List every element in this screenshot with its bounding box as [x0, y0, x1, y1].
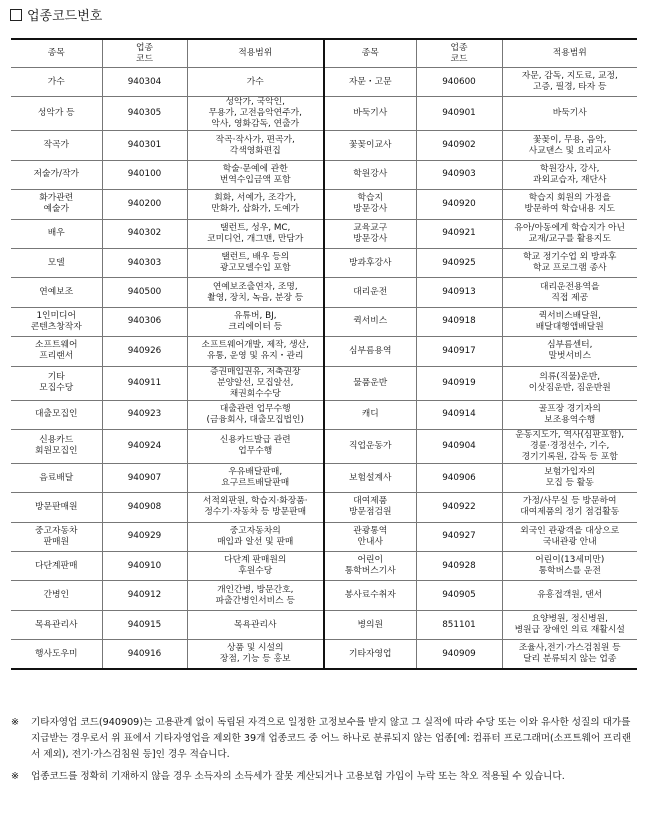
table-row [11, 366, 637, 400]
item-name-cell: 배우 [11, 219, 102, 248]
scope-cell: 꽃꽂이, 무용, 음악, 사교댄스 및 요리교사 [502, 131, 637, 160]
table-row [11, 429, 637, 463]
table-row [11, 552, 637, 581]
scope-cell: 어린이(13세미만) 통학버스를 운전 [502, 552, 637, 581]
industry-code-cell: 940917 [416, 337, 502, 366]
item-name-cell: 기타자영업 [324, 640, 416, 669]
scope-cell: 유아/아동에게 학습지가 아닌 교재/교구를 활용지도 [502, 219, 637, 248]
industry-code-cell: 940303 [102, 248, 187, 277]
scope-cell: 연예보조출연자, 조명, 촬영, 장치, 녹음, 분장 등 [187, 278, 324, 307]
item-name-cell: 퀵서비스 [324, 307, 416, 336]
item-name-cell: 연예보조 [11, 278, 102, 307]
item-name-cell: 목욕관리사 [11, 610, 102, 639]
item-name-cell: 방과후강사 [324, 248, 416, 277]
table-row [11, 493, 637, 522]
item-name-cell: 방문판매원 [11, 493, 102, 522]
item-name-cell: 중고자동차 판매원 [11, 522, 102, 551]
table-row [11, 640, 637, 669]
industry-code-cell: 940500 [102, 278, 187, 307]
item-name-cell: 봉사료수취자 [324, 581, 416, 610]
scope-cell: 대출관련 업무수행 (금융회사, 대출모집법인) [187, 400, 324, 429]
item-name-cell: 교육교구 방문강사 [324, 219, 416, 248]
table-row [11, 97, 637, 131]
scope-cell: 개인간병, 방문간호, 파출간병인서비스 등 [187, 581, 324, 610]
scope-cell: 바둑기사 [502, 97, 637, 131]
reference-mark: ※ [11, 717, 20, 728]
industry-code-cell: 940919 [416, 366, 502, 400]
scope-cell: 심부름센터, 말벗서비스 [502, 337, 637, 366]
scope-cell: 외국인 관광객을 대상으로 국내관광 안내 [502, 522, 637, 551]
item-name-cell: 꽃꽂이교사 [324, 131, 416, 160]
item-name-cell: 음료배달 [11, 463, 102, 492]
item-name-cell: 물품운반 [324, 366, 416, 400]
item-name-cell: 성악가 등 [11, 97, 102, 131]
scope-cell: 상품 및 시설의 장점, 기능 등 홍보 [187, 640, 324, 669]
item-name-cell: 학원강사 [324, 160, 416, 189]
item-name-cell: 병의원 [324, 610, 416, 639]
table-row [11, 190, 637, 219]
industry-code-cell: 940600 [416, 68, 502, 97]
scope-cell: 우유배달판매, 요구르트배달판매 [187, 463, 324, 492]
industry-code-table [11, 38, 637, 670]
item-name-cell: 대여제품 방문점검원 [324, 493, 416, 522]
table-row [11, 307, 637, 336]
item-name-cell: 소프트웨어 프리랜서 [11, 337, 102, 366]
header-cell: 적용범위 [187, 39, 324, 68]
header-cell: 업종 코드 [416, 39, 502, 68]
industry-code-cell: 940909 [416, 640, 502, 669]
industry-code-cell: 940902 [416, 131, 502, 160]
industry-code-cell: 940918 [416, 307, 502, 336]
scope-cell: 자문, 감독, 지도료, 교정, 고증, 필경, 타자 등 [502, 68, 637, 97]
scope-cell: 학습지 회원의 가정을 방문하여 학습내용 지도 [502, 190, 637, 219]
industry-code-cell: 940925 [416, 248, 502, 277]
scope-cell: 서적외판원, 학습지·화장품· 정수기·자동차 등 방문판매 [187, 493, 324, 522]
item-name-cell: 보험설계사 [324, 463, 416, 492]
industry-code-cell: 940907 [102, 463, 187, 492]
header-cell: 업종 코드 [102, 39, 187, 68]
scope-cell: 증권매입권유, 저축권장 분양알선, 모집알선, 채권회수수당 [187, 366, 324, 400]
industry-code-cell: 940927 [416, 522, 502, 551]
scope-cell: 가정/사무실 등 방문하여 대여제품의 정기 점검활동 [502, 493, 637, 522]
header-cell: 적용범위 [502, 39, 637, 68]
footnote-text: 업종코드를 정확히 기재하지 않을 경우 소득자의 소득세가 잘못 계산되거나 고용보험 가입이 누락 또는 착오 적용될 수 있습니다. [31, 771, 565, 782]
scope-cell: 회화, 서예가, 조각가, 만화가, 삽화가, 도예가 [187, 190, 324, 219]
industry-code-cell: 940924 [102, 429, 187, 463]
table-row [11, 581, 637, 610]
table-header-row [11, 39, 637, 68]
checkbox-square-icon [10, 9, 22, 21]
scope-cell: 퀵서비스배달원, 배달대행앱배달원 [502, 307, 637, 336]
scope-cell: 가수 [187, 68, 324, 97]
item-name-cell: 모델 [11, 248, 102, 277]
industry-code-cell: 940305 [102, 97, 187, 131]
scope-cell: 골프장 경기자의 보조용역수행 [502, 400, 637, 429]
scope-cell: 학교 정기수업 외 방과후 학교 프로그램 종사 [502, 248, 637, 277]
scope-cell: 중고자동차의 매입과 알선 및 판매 [187, 522, 324, 551]
table-row [11, 278, 637, 307]
footnote [8, 715, 632, 763]
scope-cell: 탤런트, 배우 등의 광고모델수입 포함 [187, 248, 324, 277]
scope-cell: 조율사,전기·가스검침원 등 달리 분류되지 않는 업종 [502, 640, 637, 669]
table-row [11, 248, 637, 277]
table-row [11, 400, 637, 429]
item-name-cell: 기타 모집수당 [11, 366, 102, 400]
item-name-cell: 캐디 [324, 400, 416, 429]
industry-code-cell: 851101 [416, 610, 502, 639]
industry-code-cell: 940921 [416, 219, 502, 248]
industry-code-cell: 940200 [102, 190, 187, 219]
table-row [11, 463, 637, 492]
scope-cell: 유흥접객원, 댄서 [502, 581, 637, 610]
item-name-cell: 신용카드 회원모집인 [11, 429, 102, 463]
item-name-cell: 가수 [11, 68, 102, 97]
industry-code-cell: 940301 [102, 131, 187, 160]
item-name-cell: 학습지 방문강사 [324, 190, 416, 219]
industry-code-cell: 940908 [102, 493, 187, 522]
scope-cell: 학원강사, 강사, 과외교습자, 재단사 [502, 160, 637, 189]
industry-code-cell: 940926 [102, 337, 187, 366]
scope-cell: 신용카드발급 관련 업무수행 [187, 429, 324, 463]
industry-code-cell: 940910 [102, 552, 187, 581]
item-name-cell: 화가관련 예술가 [11, 190, 102, 219]
item-name-cell: 다단계판매 [11, 552, 102, 581]
industry-code-cell: 940906 [416, 463, 502, 492]
industry-code-cell: 940922 [416, 493, 502, 522]
item-name-cell: 1인미디어 콘텐츠창작자 [11, 307, 102, 336]
scope-cell: 목욕관리사 [187, 610, 324, 639]
industry-code-cell: 940914 [416, 400, 502, 429]
industry-code-cell: 940911 [102, 366, 187, 400]
scope-cell: 요양병원, 정신병원, 병원급 장애인 의료 재활시설 [502, 610, 637, 639]
footnote [8, 769, 632, 785]
item-name-cell: 어린이 통학버스기사 [324, 552, 416, 581]
industry-code-cell: 940901 [416, 97, 502, 131]
industry-code-cell: 940923 [102, 400, 187, 429]
item-name-cell: 바둑기사 [324, 97, 416, 131]
scope-cell: 보험가입자의 모집 등 활동 [502, 463, 637, 492]
industry-code-cell: 940302 [102, 219, 187, 248]
scope-cell: 성악가, 국악인, 무용가, 고전음악연주가, 악사, 영화감독, 연출가 [187, 97, 324, 131]
scope-cell: 소프트웨어개발, 제작, 생산, 유통, 운영 및 유지・관리 [187, 337, 324, 366]
scope-cell: 탤런트, 성우, MC, 코미디언, 개그맨, 만담가 [187, 219, 324, 248]
industry-code-cell: 940904 [416, 429, 502, 463]
industry-code-cell: 940928 [416, 552, 502, 581]
scope-cell: 다단계 판매원의 후원수당 [187, 552, 324, 581]
footnote-text: 기타자영업 코드(940909)는 고용관계 없이 독립된 자격으로 일정한 고정보수를 받지 않고 그 실적에 따라 수당 또는 이와 유사한 성질의 대가를 지급받는 경우로서 위 표에서 기타자영업을 제외한 39개 업종코드 중 어느 하나로 분류되지 않는 업종[예: 컴퓨터 프로그래머(소프트웨어 프리랜서 제외), 전기·가스검침원 등]인 경우 적습니다. [31, 717, 631, 760]
scope-cell: 대리운전용역을 직접 제공 [502, 278, 637, 307]
table-row [11, 610, 637, 639]
industry-code-cell: 940905 [416, 581, 502, 610]
industry-code-cell: 940915 [102, 610, 187, 639]
item-name-cell: 작곡가 [11, 131, 102, 160]
scope-cell: 의류(직물)운반, 이삿짐운반, 짐운반원 [502, 366, 637, 400]
table-row [11, 160, 637, 189]
item-name-cell: 행사도우미 [11, 640, 102, 669]
table-row [11, 131, 637, 160]
item-name-cell: 저술가/작가 [11, 160, 102, 189]
table-row [11, 68, 637, 97]
industry-code-cell: 940304 [102, 68, 187, 97]
header-cell: 종목 [11, 39, 102, 68]
item-name-cell: 직업운동가 [324, 429, 416, 463]
industry-code-cell: 940912 [102, 581, 187, 610]
item-name-cell: 심부름용역 [324, 337, 416, 366]
industry-code-cell: 940306 [102, 307, 187, 336]
section-title [10, 7, 102, 27]
item-name-cell: 간병인 [11, 581, 102, 610]
industry-code-cell: 940929 [102, 522, 187, 551]
table-row [11, 219, 637, 248]
title-text: 업종코드번호 [27, 9, 103, 24]
scope-cell: 작곡·작사가, 편곡가, 각색영화편집 [187, 131, 324, 160]
table-row [11, 337, 637, 366]
item-name-cell: 자문・고문 [324, 68, 416, 97]
item-name-cell: 대출모집인 [11, 400, 102, 429]
footnotes [8, 715, 632, 791]
header-cell: 종목 [324, 39, 416, 68]
industry-code-cell: 940913 [416, 278, 502, 307]
industry-code-cell: 940916 [102, 640, 187, 669]
item-name-cell: 대리운전 [324, 278, 416, 307]
industry-code-cell: 940920 [416, 190, 502, 219]
scope-cell: 운동지도가, 역사(심판포함), 경륜·경정선수, 기수, 경기기록원, 감독 등 포함 [502, 429, 637, 463]
industry-code-cell: 940903 [416, 160, 502, 189]
table-row [11, 522, 637, 551]
scope-cell: 유튜버, BJ, 크리에이터 등 [187, 307, 324, 336]
reference-mark: ※ [11, 771, 20, 782]
scope-cell: 학술·문예에 관한 번역수입금액 포함 [187, 160, 324, 189]
industry-code-cell: 940100 [102, 160, 187, 189]
item-name-cell: 관광통역 안내사 [324, 522, 416, 551]
